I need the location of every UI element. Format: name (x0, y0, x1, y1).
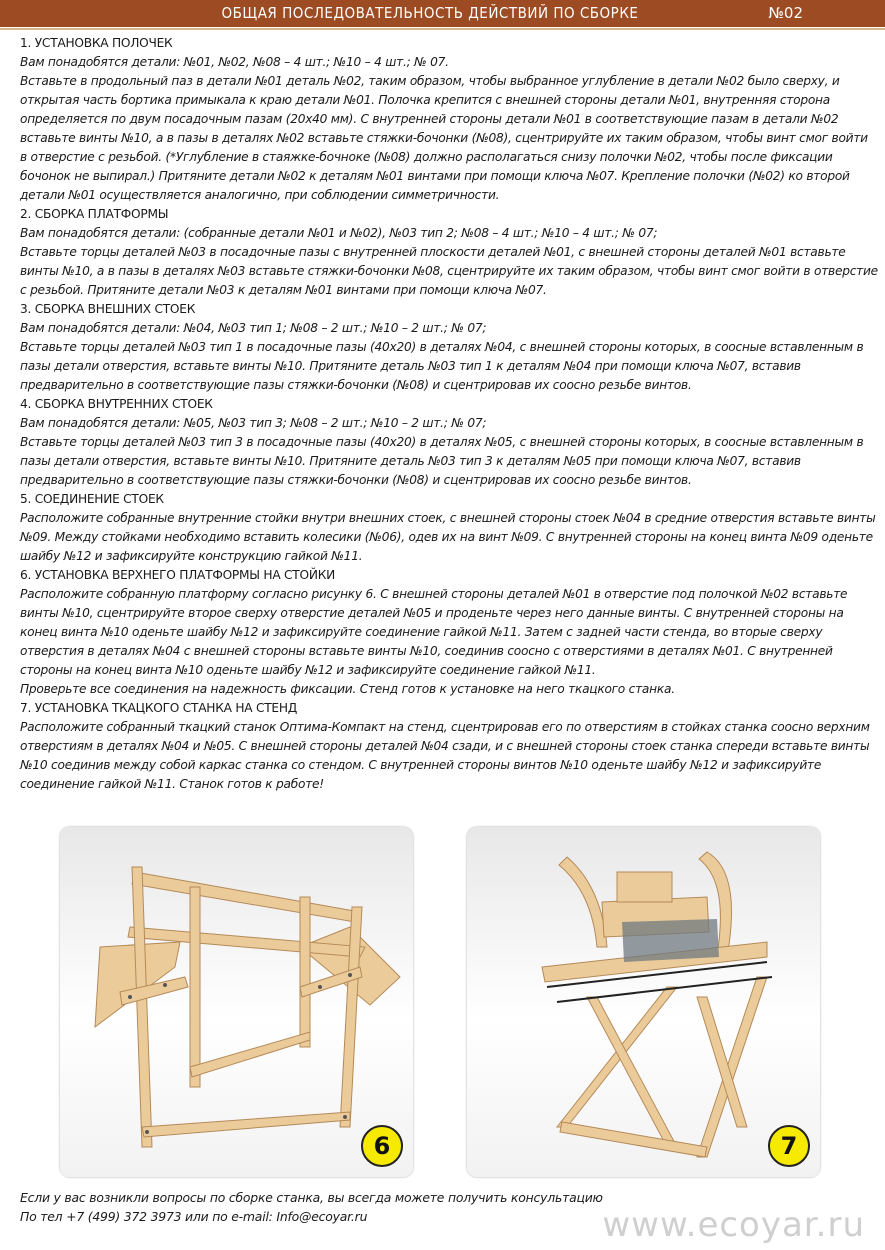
figure-6-badge: 6 (361, 1125, 403, 1167)
figure-7-panel (467, 827, 820, 1177)
section-paragraph: Вставьте торцы деталей №03 тип 1 в посадочные пазы (40х20) в деталях №04, с внешней стороны которых, в соосные вставленным в пазы детали отверстия, вставьте винты №10. Притяните деталь №03 тип 1 к деталям №04 при помощи ключа №07, вставив предварительно в соответствующие пазы стяжки-бочонки (№08) и сцентрировав их соосно резьбе винтов. (20, 340, 864, 392)
section-paragraph: Расположите собранный ткацкий станок Оптима-Компакт на стенд, сцентрировав его по отверстиям в стойках станка соосно верхним отверстиям в деталях №04 и №05. С внешней стороны деталей №04 сзади, и с внешней стороны стоек станка спереди вставьте винты №10 соединив между собой каркас станка со стендом. С внутренней стороны винтов №10 оденьте шайбу №12 и зафиксируйте соединение гайкой №11. Станок готов к работе! (20, 720, 870, 791)
section-paragraph: Вам понадобятся детали: (собранные детали №01 и №02), №03 тип 2; №08 – 4 шт.; №10 – 4 шт.; № 07; (20, 226, 658, 240)
section-paragraph: Вставьте в продольный паз в детали №01 деталь №02, таким образом, чтобы выбранное углубление в детали №02 было сверху, и открытая часть бортика примыкала к краю детали №01. Полочка крепится с внешней стороны детали №01, внутренняя сторона определяется по двум посадочным пазам (20х40 мм). С внутренней стороны детали №01 в соответствующие пазам в детали №02 вставьте винты №10, а в пазы в деталях №02 вставьте стяжки-бочонки (№08), сцентрируйте их таким образом, чтобы винт смог войти в отверстие с резьбой. (*Углубление в стаяжке-бочноке (№08) должно располагаться снизу полочки №02, чтобы после фиксации бочонок не выпирал.) Притяните детали №02 к деталям №01 винтами при помощи ключа №07. Крепление полочки (№02) ко второй детали №01 осуществляется аналогично, при соблюдении симметричности. (20, 74, 868, 202)
figure-7-badge: 7 (768, 1125, 810, 1167)
loom-on-stand-icon (467, 827, 820, 1177)
page-number: №02 (768, 4, 803, 22)
instructions (20, 34, 878, 794)
section-paragraph: Расположите собранные внутренние стойки внутри внешних стоек, с внешней стороны стоек №04 в средние отверстия вставьте винты №09. Между стойками необходимо вставить колесики (№06), одев их на винт №09. С внутренней стороны на конец винта №09 оденьте шайбу №12 и зафиксируйте конструкцию гайкой №11. (20, 511, 876, 563)
section-paragraph: Вам понадобятся детали: №01, №02, №08 – 4 шт.; №10 – 4 шт.; № 07. (20, 55, 449, 69)
section-paragraph: Вам понадобятся детали: №05, №03 тип 3; №08 – 2 шт.; №10 – 2 шт.; № 07; (20, 416, 487, 430)
page-title: ОБЩАЯ ПОСЛЕДОВАТЕЛЬНОСТЬ ДЕЙСТВИЙ ПО СБОРКЕ (221, 4, 639, 22)
section-title: 5. СОЕДИНЕНИЕ СТОЕК (20, 492, 164, 506)
section-7 (20, 699, 878, 794)
website-watermark: www.ecoyar.ru (602, 1205, 865, 1245)
section-5 (20, 490, 878, 566)
footer-line-1: Если у вас возникли вопросы по сборке станка, вы всегда можете получить консультацию (20, 1190, 603, 1205)
section-6 (20, 566, 878, 699)
section-4 (20, 395, 878, 490)
figure-6-panel (60, 827, 413, 1177)
section-title: 3. СБОРКА ВНЕШНИХ СТОЕК (20, 302, 196, 316)
section-title: 6. УСТАНОВКА ВЕРХНЕГО ПЛАТФОРМЫ НА СТОЙКИ (20, 568, 335, 582)
section-title: 2. СБОРКА ПЛАТФОРМЫ (20, 207, 169, 221)
section-2 (20, 205, 878, 300)
section-paragraph: Вставьте торцы деталей №03 в посадочные пазы с внутренней плоскости деталей №01, с внешней стороны деталей №01 вставьте винты №10, а в пазы в деталях №03 вставьте стяжки-бочонки №08, сцентрируйте их таким образом, чтобы винт смог войти в отверстие с резьбой. Притяните детали №03 к деталям №01 винтами при помощи ключа №07. (20, 245, 878, 297)
section-title: 4. СБОРКА ВНУТРЕННИХ СТОЕК (20, 397, 213, 411)
header-stripe (0, 28, 885, 30)
section-3 (20, 300, 878, 395)
section-paragraph: Вам понадобятся детали: №04, №03 тип 1; №08 – 2 шт.; №10 – 2 шт.; № 07; (20, 321, 487, 335)
section-title: 1. УСТАНОВКА ПОЛОЧЕК (20, 36, 173, 50)
footer-line-2: По тел +7 (499) 372 3973 или по e-mail: Info@ecoyar.ru (20, 1209, 368, 1224)
section-1 (20, 34, 878, 205)
section-title: 7. УСТАНОВКА ТКАЦКОГО СТАНКА НА СТЕНД (20, 701, 298, 715)
section-paragraph: Вставьте торцы деталей №03 тип 3 в посадочные пазы (40х20) в деталях №05, с внешней стороны которых, в соосные вставленным в пазы детали отверстия, вставьте винты №10. Притяните деталь №03 тип 3 к деталям №05 при помощи ключа №07, вставив предварительно в соответствующие пазы стяжки-бочонки (№08) и сцентрировав их соосно резьбе винтов. (20, 435, 864, 487)
page-header (0, 0, 885, 27)
assembled-stand-icon (60, 827, 413, 1177)
section-paragraph: Проверьте все соединения на надежность фиксации. Стенд готов к установке на него ткацкого станка. (20, 682, 675, 696)
section-paragraph: Расположите собранную платформу согласно рисунку 6. С внешней стороны деталей №01 в отверстие под полочкой №02 вставьте винты №10, сцентрируйте второе сверху отверстие деталей №05 и проденьте через него данные винты. С внутренней стороны на конец винта №10 оденьте шайбу №12 и зафиксируйте соединение гайкой №11. Затем с задней части стенда, во вторые сверху отверстия в деталях №04 с внешней стороны вставьте винты №10, соединив соосно с отверстиями в деталях №01. С внутренней стороны на конец винта №10 оденьте шайбу №12 и зафиксируйте соединение гайкой №11. (20, 587, 848, 677)
footer-contact (20, 1188, 603, 1226)
